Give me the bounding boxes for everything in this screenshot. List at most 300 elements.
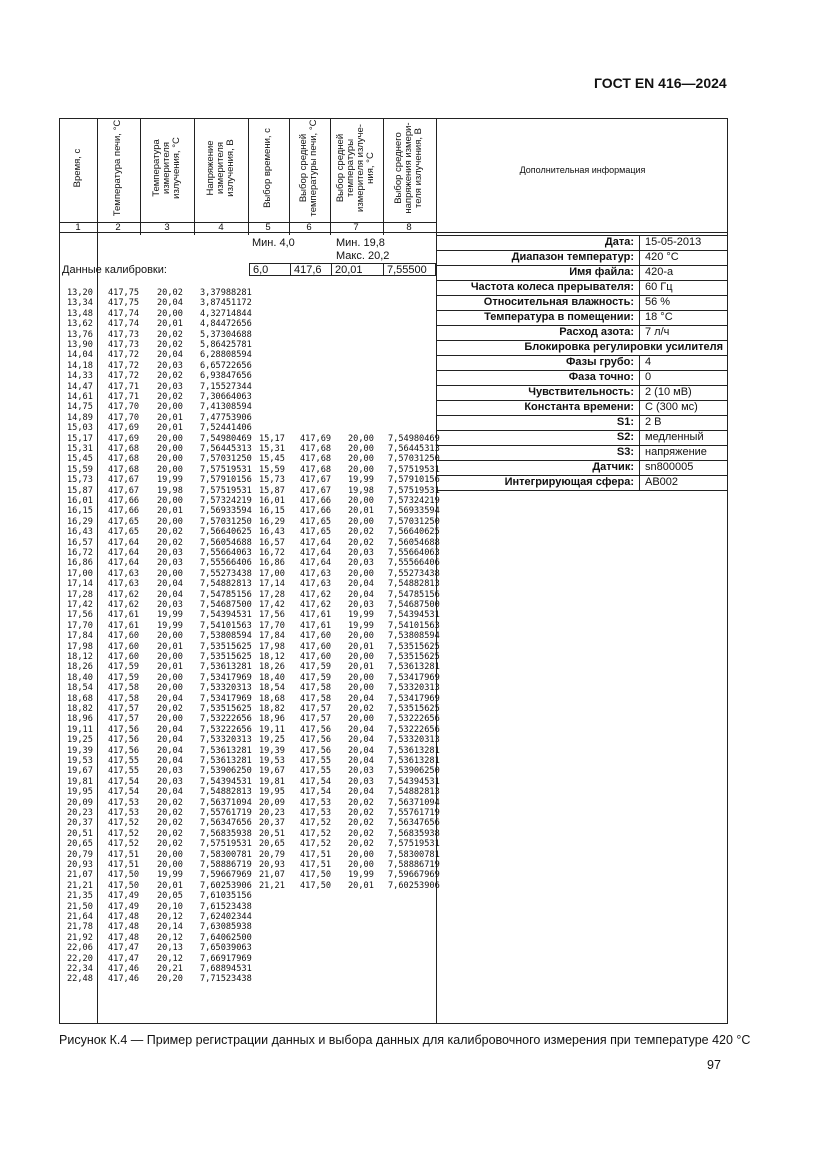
- table-cell: 20,00: [157, 683, 183, 694]
- table-cell: 20,03: [157, 600, 183, 610]
- table-cell: 7,56933594: [200, 506, 252, 517]
- table-cell: 417,60: [300, 631, 332, 642]
- table-cell: 20,01: [348, 662, 374, 673]
- table-cell: 20,02: [157, 288, 183, 298]
- table-cell: 18,54: [259, 683, 285, 694]
- table-cell: 20,03: [348, 548, 374, 558]
- table-cell: 20,01: [157, 641, 183, 652]
- info-value: 420-а: [645, 266, 674, 278]
- info-value: 7 л/ч: [645, 326, 670, 338]
- table-cell: 17,70: [259, 620, 285, 631]
- table-cell: 19,81: [67, 776, 93, 787]
- table-cell: 7,53515625: [200, 652, 252, 662]
- table-cell: 7,56371094: [200, 797, 252, 808]
- table-cell: 21,64: [67, 912, 93, 922]
- table-cell: 7,59667969: [388, 870, 440, 881]
- table-cell: 7,57031250: [388, 454, 440, 465]
- table-cell: 417,47: [108, 953, 140, 964]
- table-cell: 21,21: [67, 880, 93, 891]
- table-cell: 20,79: [67, 849, 93, 860]
- table-cell: 7,53417969: [388, 693, 440, 704]
- table-cell: 7,53613281: [388, 745, 440, 756]
- table-cell: 15,87: [67, 485, 93, 496]
- table-cell: 13,62: [67, 319, 93, 330]
- table-cell: 16,86: [67, 558, 93, 569]
- table-cell: 20,79: [259, 849, 285, 860]
- table-cell: 20,00: [157, 454, 183, 465]
- table-cell: 20,03: [157, 360, 183, 371]
- table-cell: 417,58: [300, 683, 332, 694]
- table-cell: 417,68: [108, 444, 140, 454]
- column-header: Температура печи, °С: [112, 119, 123, 217]
- table-cell: 7,53320313: [388, 735, 440, 746]
- table-cell: 20,01: [157, 412, 183, 423]
- table-cell: 7,53906250: [200, 766, 252, 777]
- table-cell: 20,00: [348, 849, 374, 860]
- column-header: Температура измерителя излучения, °С: [151, 137, 182, 199]
- table-cell: 417,59: [300, 672, 332, 683]
- table-cell: 17,84: [259, 631, 285, 642]
- table-cell: 19,99: [157, 620, 183, 631]
- table-cell: 16,43: [67, 527, 93, 538]
- table-cell: 7,56835938: [200, 828, 252, 839]
- table-cell: 20,00: [157, 464, 183, 475]
- info-row: [437, 296, 728, 311]
- table-cell: 20,65: [67, 839, 93, 850]
- table-cell: 417,54: [108, 776, 140, 787]
- table-cell: 417,64: [108, 537, 140, 548]
- table-cell: 7,58300781: [200, 849, 252, 860]
- table-cell: 417,67: [300, 485, 332, 496]
- table-cell: 20,01: [348, 880, 374, 891]
- table-cell: 19,99: [157, 475, 183, 486]
- table-cell: 7,60253906: [200, 880, 252, 891]
- info-row: [437, 416, 728, 431]
- table-cell: 17,00: [259, 568, 285, 579]
- info-value: С (300 мс): [645, 401, 698, 413]
- table-cell: 417,63: [108, 579, 140, 590]
- table-cell: 19,95: [67, 787, 93, 798]
- info-key: Относительная влажность:: [437, 296, 640, 310]
- table-cell: 417,57: [300, 714, 332, 725]
- table-cell: 20,00: [348, 496, 374, 506]
- table-cell: 20,04: [157, 298, 183, 309]
- table-cell: 19,99: [348, 870, 374, 881]
- table-cell: 20,04: [157, 787, 183, 798]
- table-cell: 16,29: [67, 516, 93, 527]
- table-cell: 14,33: [67, 371, 93, 382]
- table-cell: 7,54394531: [388, 776, 440, 787]
- table-cell: 20,37: [259, 818, 285, 829]
- table-cell: 18,40: [259, 672, 285, 683]
- table-cell: 7,53320313: [200, 683, 252, 694]
- table-cell: 7,56835938: [388, 828, 440, 839]
- table-cell: 22,06: [67, 943, 93, 954]
- table-cell: 7,54394531: [388, 610, 440, 621]
- table-cell: 20,00: [157, 308, 183, 319]
- table-cell: 19,67: [67, 766, 93, 777]
- table-cell: 20,02: [157, 340, 183, 350]
- table-cell: 417,57: [108, 704, 140, 714]
- table-cell: 19,53: [67, 756, 93, 766]
- table-cell: 20,03: [348, 776, 374, 787]
- table-cell: 7,57519531: [388, 464, 440, 475]
- table-cell: 22,48: [67, 974, 93, 985]
- table-cell: 18,12: [67, 652, 93, 662]
- table-cell: 7,56933594: [388, 506, 440, 517]
- table-cell: 7,53417969: [200, 672, 252, 683]
- table-cell: 417,61: [300, 620, 332, 631]
- table-cell: 417,53: [108, 797, 140, 808]
- table-cell: 20,00: [157, 652, 183, 662]
- table-cell: 19,53: [259, 756, 285, 766]
- table-cell: 20,04: [348, 589, 374, 600]
- table-cell: 15,59: [259, 464, 285, 475]
- table-cell: 19,25: [259, 735, 285, 746]
- table-cell: 18,96: [67, 714, 93, 725]
- table-cell: 417,64: [300, 558, 332, 569]
- table-cell: 417,67: [300, 475, 332, 486]
- table-cell: 7,54882813: [200, 787, 252, 798]
- table-cell: 417,59: [108, 662, 140, 673]
- table-cell: 20,09: [67, 797, 93, 808]
- table-cell: 20,02: [157, 818, 183, 829]
- info-value: 4: [645, 356, 652, 368]
- table-cell: 20,65: [259, 839, 285, 850]
- table-cell: 14,04: [67, 350, 93, 361]
- table-cell: 18,26: [259, 662, 285, 673]
- table-cell: 20,02: [348, 797, 374, 808]
- table-cell: 14,75: [67, 402, 93, 413]
- table-cell: 20,23: [259, 808, 285, 818]
- table-cell: 417,48: [108, 932, 140, 943]
- table-cell: 19,25: [67, 735, 93, 746]
- table-cell: 13,90: [67, 340, 93, 350]
- table-cell: 16,15: [67, 506, 93, 517]
- column-header: Выбор среднего напряжения измери-теля излучения, В: [393, 122, 424, 214]
- table-cell: 17,28: [67, 589, 93, 600]
- table-cell: 20,00: [348, 568, 374, 579]
- table-cell: 417,58: [108, 693, 140, 704]
- table-cell: 20,00: [348, 464, 374, 475]
- table-cell: 417,71: [108, 392, 140, 402]
- info-key: Расход азота:: [437, 326, 640, 340]
- table-cell: 417,52: [300, 839, 332, 850]
- info-row: [437, 356, 728, 371]
- column-header: Выбор средней температуры печи, °С: [298, 119, 319, 217]
- table-cell: 417,61: [108, 610, 140, 621]
- table-cell: 20,00: [348, 652, 374, 662]
- info-key: Интегрирующая сфера:: [437, 476, 640, 490]
- table-cell: 16,15: [259, 506, 285, 517]
- table-cell: 7,54882813: [388, 579, 440, 590]
- table-cell: 7,54882813: [388, 787, 440, 798]
- table-cell: 20,02: [157, 371, 183, 382]
- table-cell: 417,52: [108, 839, 140, 850]
- column-number: 2: [115, 222, 121, 233]
- table-cell: 16,57: [259, 537, 285, 548]
- table-cell: 417,65: [108, 516, 140, 527]
- table-cell: 17,00: [67, 568, 93, 579]
- table-cell: 20,03: [348, 766, 374, 777]
- table-cell: 7,56347656: [388, 818, 440, 829]
- table-cell: 20,04: [348, 693, 374, 704]
- table-cell: 7,58300781: [388, 849, 440, 860]
- table-cell: 7,57519531: [200, 485, 252, 496]
- table-cell: 7,53613281: [388, 756, 440, 766]
- table-cell: 417,68: [300, 444, 332, 454]
- table-cell: 417,70: [108, 402, 140, 413]
- table-cell: 417,56: [108, 735, 140, 746]
- table-cell: 417,59: [108, 672, 140, 683]
- table-cell: 17,42: [259, 600, 285, 610]
- table-cell: 7,68894531: [200, 964, 252, 974]
- table-cell: 22,20: [67, 953, 93, 964]
- table-cell: 20,04: [348, 579, 374, 590]
- column-header: Выбор средней температуры измерителя излуче-ния, °С: [335, 124, 376, 212]
- info-value: 15-05-2013: [645, 236, 702, 248]
- table-cell: 7,56347656: [200, 818, 252, 829]
- info-row: [437, 446, 728, 461]
- info-value: 420 °С: [645, 251, 679, 263]
- table-cell: 417,67: [108, 485, 140, 496]
- info-value: 56 %: [645, 296, 671, 308]
- table-cell: 20,21: [157, 964, 183, 974]
- table-cell: 7,54785156: [200, 589, 252, 600]
- table-cell: 20,93: [259, 860, 285, 870]
- table-cell: 20,02: [157, 704, 183, 714]
- table-cell: 20,02: [157, 537, 183, 548]
- table-cell: 15,31: [67, 444, 93, 454]
- table-cell: 15,87: [259, 485, 285, 496]
- table-cell: 417,49: [108, 891, 140, 902]
- table-cell: 7,54980469: [200, 433, 252, 444]
- table-cell: 15,59: [67, 464, 93, 475]
- info-row: [437, 461, 728, 476]
- table-cell: 417,49: [108, 901, 140, 912]
- table-cell: 417,62: [108, 589, 140, 600]
- table-cell: 7,53613281: [200, 756, 252, 766]
- table-cell: 417,56: [108, 724, 140, 735]
- table-cell: 20,00: [348, 631, 374, 642]
- table-cell: 7,55761719: [388, 808, 440, 818]
- table-cell: 20,02: [157, 797, 183, 808]
- table-cell: 20,12: [157, 912, 183, 922]
- table-cell: 19,11: [259, 724, 285, 735]
- table-cell: 7,47753906: [200, 412, 252, 423]
- column-number: 1: [75, 222, 81, 233]
- table-cell: 7,57519531: [200, 839, 252, 850]
- table-cell: 17,42: [67, 600, 93, 610]
- table-cell: 417,54: [300, 776, 332, 787]
- col-divider: [248, 118, 249, 235]
- table-cell: 20,02: [348, 537, 374, 548]
- column-number: 8: [406, 222, 412, 233]
- info-key: Диапазон температур:: [437, 251, 640, 265]
- table-cell: 20,01: [157, 319, 183, 330]
- table-cell: 7,53320313: [200, 735, 252, 746]
- table-cell: 20,01: [157, 880, 183, 891]
- info-row: [437, 326, 728, 341]
- info-key: S1:: [437, 416, 640, 430]
- table-cell: 7,53320313: [388, 683, 440, 694]
- table-cell: 20,04: [157, 745, 183, 756]
- table-cell: 417,62: [300, 600, 332, 610]
- table-cell: 417,66: [108, 506, 140, 517]
- table-cell: 20,02: [157, 329, 183, 340]
- table-cell: 7,58886719: [200, 860, 252, 870]
- table-cell: 17,28: [259, 589, 285, 600]
- selected-furnace-temp: 417,6: [290, 263, 332, 276]
- table-cell: 417,74: [108, 319, 140, 330]
- table-cell: 19,67: [259, 766, 285, 777]
- table-cell: 13,48: [67, 308, 93, 319]
- table-cell: 7,57031250: [200, 516, 252, 527]
- info-value: sn800005: [645, 461, 694, 473]
- table-cell: 417,69: [108, 423, 140, 434]
- table-cell: 20,04: [348, 724, 374, 735]
- info-row: [437, 266, 728, 281]
- table-cell: 7,53808594: [200, 631, 252, 642]
- table-cell: 7,53613281: [388, 662, 440, 673]
- column-header: Время, с: [72, 148, 83, 188]
- column-number: 4: [218, 222, 224, 233]
- table-cell: 7,57031250: [388, 516, 440, 527]
- table-cell: 7,54101563: [200, 620, 252, 631]
- table-cell: 20,05: [157, 891, 183, 902]
- table-cell: 417,51: [108, 849, 140, 860]
- table-cell: 417,50: [300, 880, 332, 891]
- table-cell: 20,00: [157, 860, 183, 870]
- table-cell: 20,09: [259, 797, 285, 808]
- info-row: [437, 311, 728, 326]
- table-cell: 20,04: [157, 589, 183, 600]
- info-key: Датчик:: [437, 461, 640, 475]
- col-divider: [383, 118, 384, 235]
- info-key: Фаза точно:: [437, 371, 640, 385]
- table-cell: 17,14: [259, 579, 285, 590]
- table-cell: 15,45: [67, 454, 93, 465]
- table-cell: 20,03: [157, 558, 183, 569]
- table-cell: 417,73: [108, 329, 140, 340]
- table-cell: 7,53613281: [200, 662, 252, 673]
- table-cell: 14,47: [67, 381, 93, 392]
- table-cell: 20,02: [348, 839, 374, 850]
- column-header: Напряжение измерителя излучения, В: [205, 139, 236, 197]
- table-cell: 417,55: [108, 756, 140, 766]
- table-cell: 7,53906250: [388, 766, 440, 777]
- info-key: S2:: [437, 431, 640, 445]
- table-cell: 20,00: [348, 860, 374, 870]
- table-cell: 7,57324219: [388, 496, 440, 506]
- table-cell: 16,01: [67, 496, 93, 506]
- table-cell: 7,64062500: [200, 932, 252, 943]
- table-cell: 417,75: [108, 298, 140, 309]
- table-cell: 417,46: [108, 964, 140, 974]
- table-cell: 417,56: [108, 745, 140, 756]
- table-cell: 7,52441406: [200, 423, 252, 434]
- table-cell: 20,00: [348, 454, 374, 465]
- table-cell: 417,53: [300, 797, 332, 808]
- table-cell: 417,48: [108, 912, 140, 922]
- table-cell: 7,56371094: [388, 797, 440, 808]
- table-cell: 20,51: [259, 828, 285, 839]
- table-cell: 17,98: [259, 641, 285, 652]
- table-cell: 20,04: [157, 579, 183, 590]
- table-cell: 20,02: [157, 527, 183, 538]
- table-cell: 7,55566406: [388, 558, 440, 569]
- table-cell: 7,59667969: [200, 870, 252, 881]
- table-cell: 21,50: [67, 901, 93, 912]
- table-cell: 7,53515625: [388, 641, 440, 652]
- table-cell: 19,99: [348, 475, 374, 486]
- info-row: [437, 281, 728, 296]
- table-cell: 417,64: [108, 548, 140, 558]
- table-cell: 20,23: [67, 808, 93, 818]
- info-key: Блокировка регулировки усилителя: [524, 341, 723, 353]
- table-cell: 20,03: [157, 548, 183, 558]
- table-cell: 417,55: [300, 766, 332, 777]
- table-cell: 7,56054688: [200, 537, 252, 548]
- table-cell: 6,93847656: [200, 371, 252, 382]
- table-cell: 7,71523438: [200, 974, 252, 985]
- table-cell: 20,00: [348, 714, 374, 725]
- table-cell: 4,84472656: [200, 319, 252, 330]
- table-cell: 7,53515625: [200, 641, 252, 652]
- table-cell: 5,86425781: [200, 340, 252, 350]
- table-cell: 16,29: [259, 516, 285, 527]
- table-cell: 20,04: [348, 735, 374, 746]
- table-cell: 417,72: [108, 350, 140, 361]
- info-value: медленный: [645, 431, 704, 443]
- table-cell: 16,57: [67, 537, 93, 548]
- table-cell: 417,74: [108, 308, 140, 319]
- column-number: 3: [164, 222, 170, 233]
- table-cell: 7,54882813: [200, 579, 252, 590]
- table-cell: 20,01: [157, 423, 183, 434]
- table-cell: 16,72: [67, 548, 93, 558]
- table-cell: 417,57: [108, 714, 140, 725]
- table-cell: 18,40: [67, 672, 93, 683]
- table-cell: 417,56: [300, 745, 332, 756]
- table-cell: 417,50: [108, 880, 140, 891]
- table-cell: 417,55: [108, 766, 140, 777]
- info-row: [437, 341, 728, 356]
- selected-time: 6,0: [249, 263, 291, 276]
- page-number: 97: [707, 1058, 721, 1072]
- table-cell: 19,95: [259, 787, 285, 798]
- table-cell: 18,12: [259, 652, 285, 662]
- table-cell: 417,72: [108, 360, 140, 371]
- table-cell: 19,11: [67, 724, 93, 735]
- table-cell: 417,65: [300, 516, 332, 527]
- info-value: AB002: [645, 476, 679, 488]
- table-cell: 417,46: [108, 974, 140, 985]
- table-cell: 7,57031250: [200, 454, 252, 465]
- column-number: 7: [353, 222, 359, 233]
- info-row: [437, 401, 728, 416]
- table-cell: 18,68: [67, 693, 93, 704]
- table-cell: 20,00: [157, 714, 183, 725]
- table-cell: 20,03: [157, 766, 183, 777]
- info-row: [437, 386, 728, 401]
- table-cell: 14,61: [67, 392, 93, 402]
- selected-voltage: 7,55500: [383, 263, 436, 276]
- table-cell: 19,99: [348, 610, 374, 621]
- min-time: Мин. 4,0: [252, 237, 295, 249]
- table-cell: 19,39: [67, 745, 93, 756]
- table-cell: 417,55: [300, 756, 332, 766]
